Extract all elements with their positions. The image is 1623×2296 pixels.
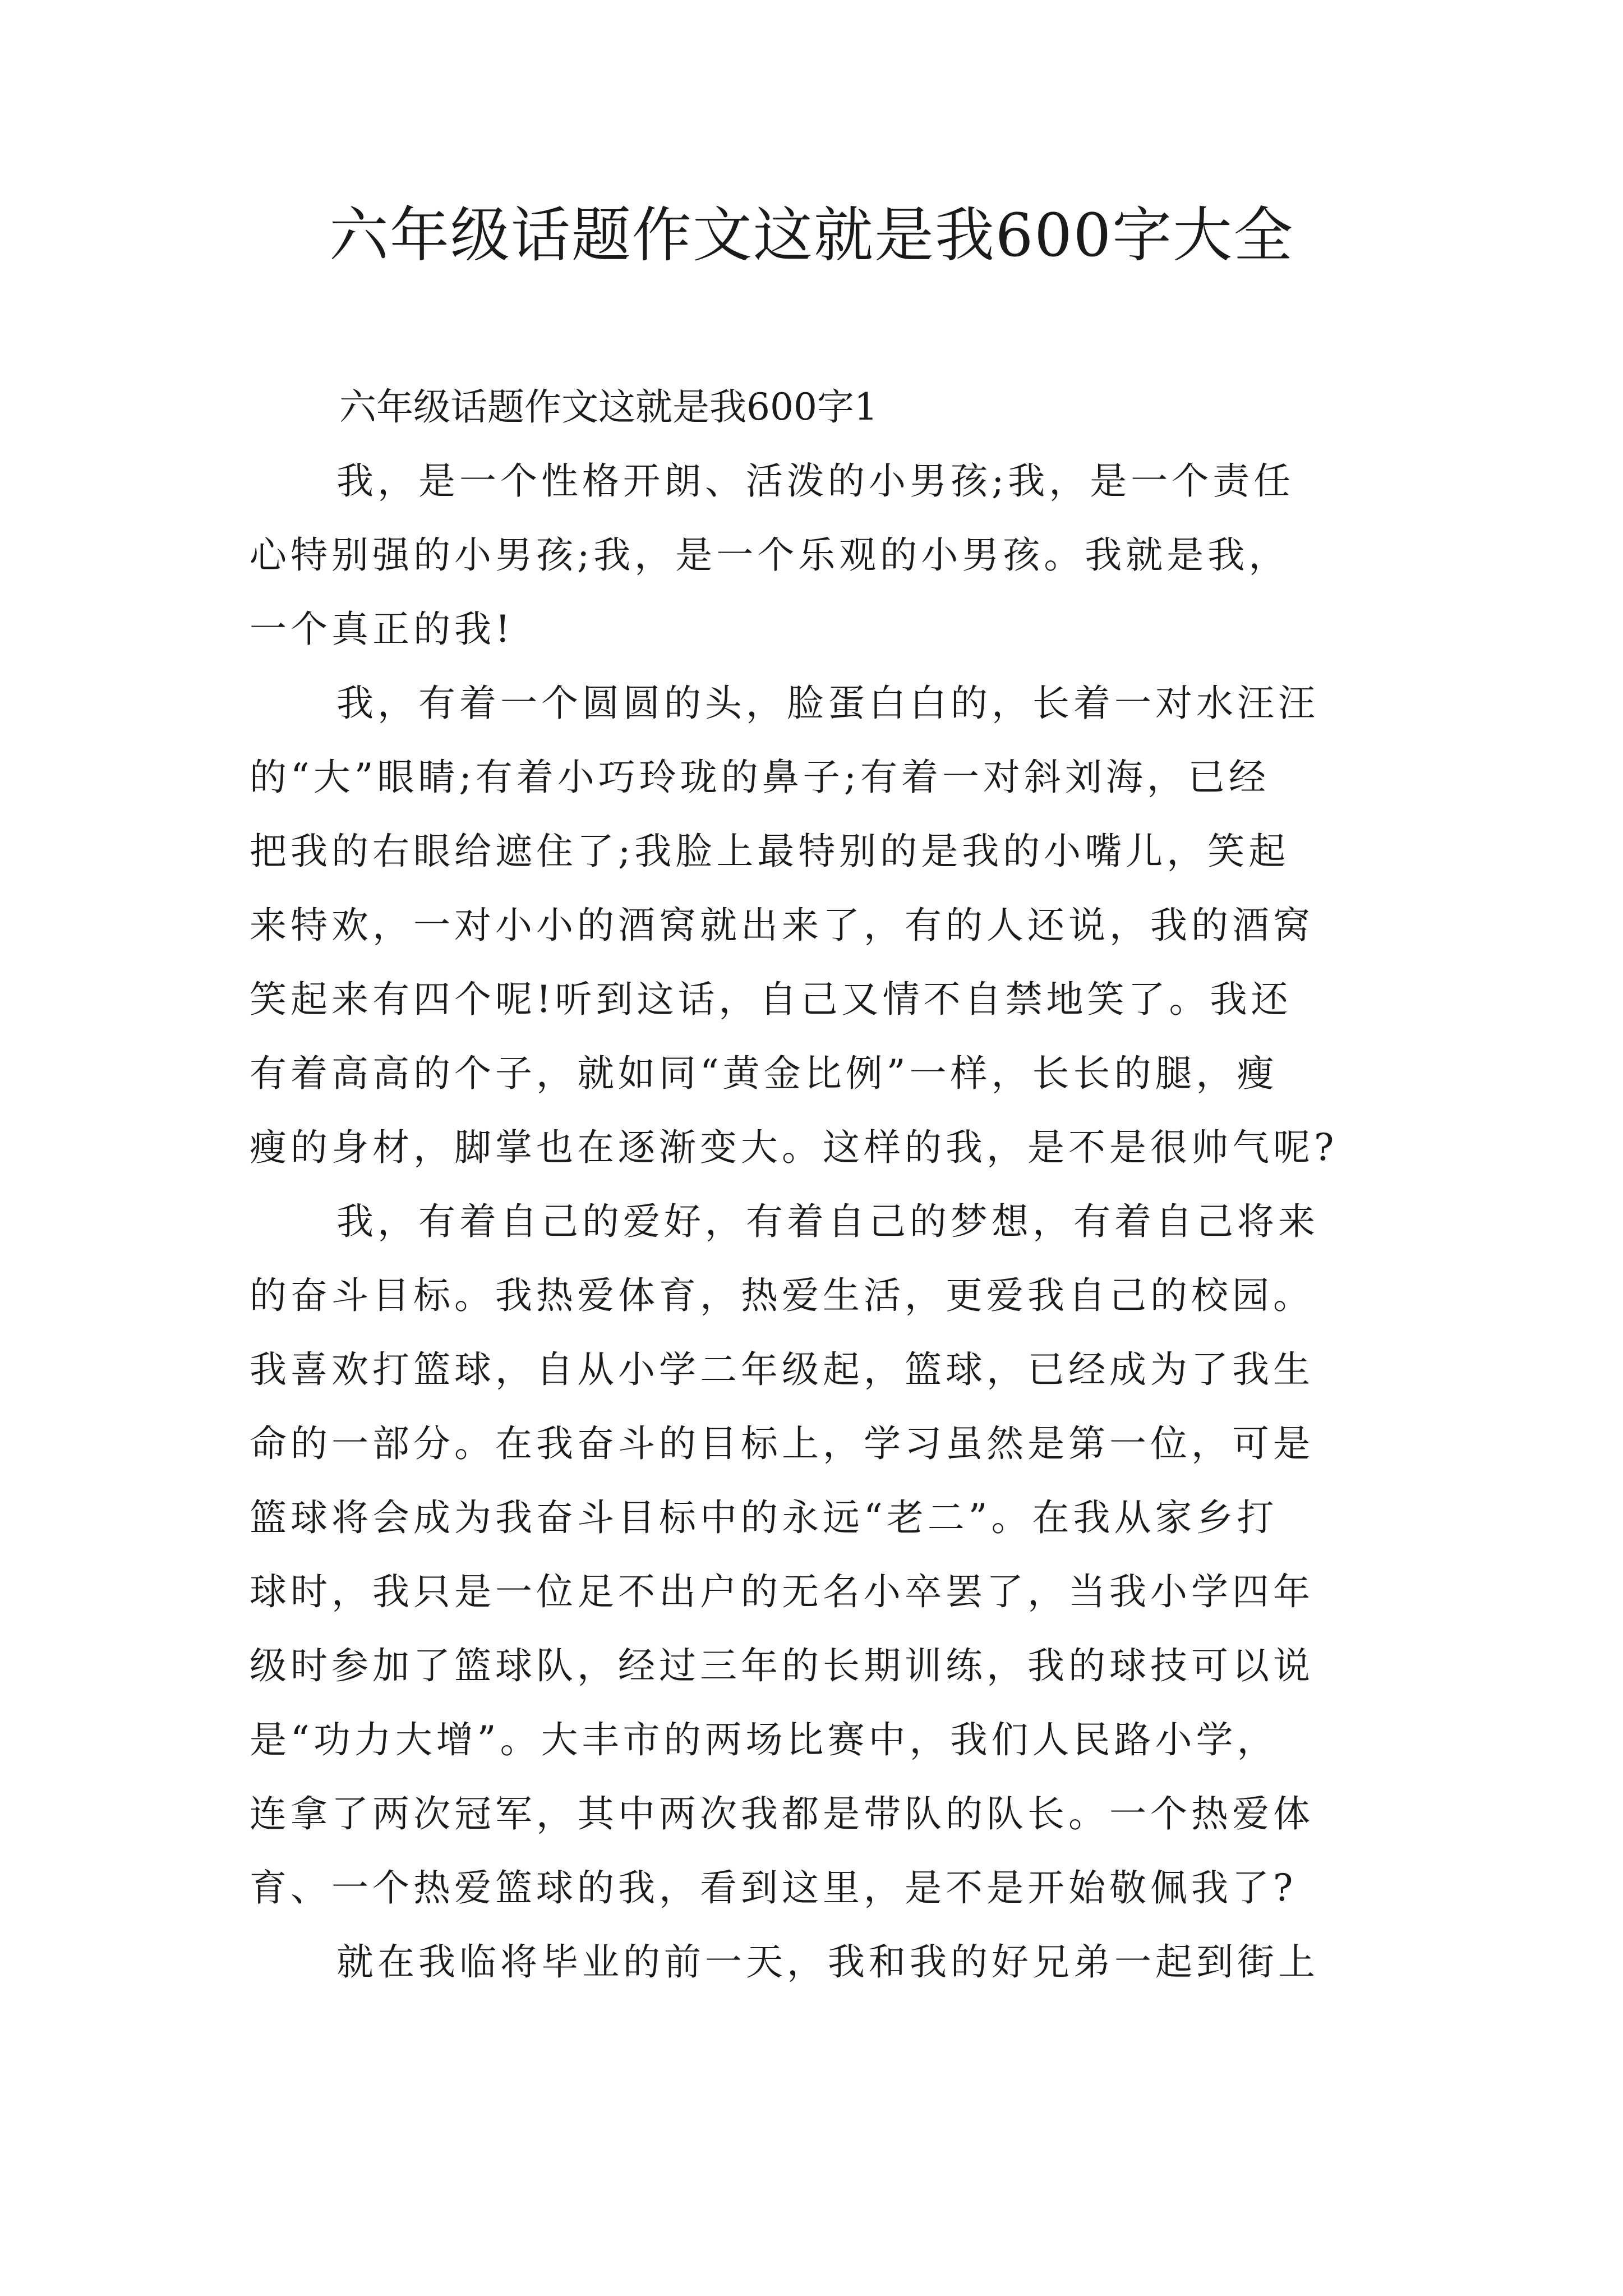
text-line: 我，有着一个圆圆的头，脸蛋白白的，长着一对水汪汪 [336, 682, 1319, 725]
text-line: 球时，我只是一位足不出户的无名小卒罢了，当我小学四年 [250, 1570, 1314, 1613]
text-line: 篮球将会成为我奋斗目标中的永远“老二”。在我从家乡打 [250, 1496, 1278, 1539]
text-line: 育、一个热爱篮球的我，看到这里，是不是开始敬佩我了? [250, 1866, 1297, 1910]
text-line: 我，是一个性格开朗、活泼的小男孩;我，是一个责任 [336, 459, 1295, 503]
text-line: 心特别强的小男孩;我，是一个乐观的小男孩。我就是我， [250, 533, 1290, 577]
document-title: 六年级话题作文这就是我600字大全 [329, 201, 1294, 270]
text-line: 连拿了两次冠军，其中两次我都是带队的队长。一个热爱体 [250, 1792, 1314, 1835]
text-line: 一个真正的我! [250, 608, 514, 651]
text-line: 把我的右眼给遮住了;我脸上最特别的是我的小嘴儿，笑起 [250, 830, 1290, 873]
text-line: 我喜欢打篮球，自从小学二年级起，篮球，已经成为了我生 [250, 1348, 1314, 1391]
text-line: 的“大”眼睛;有着小巧玲珑的鼻子;有着一对斜刘海，已经 [250, 756, 1270, 799]
text-line: 命的一部分。在我奋斗的目标上，学习虽然是第一位，可是 [250, 1422, 1314, 1465]
text-line: 有着高高的个子，就如同“黄金比例”一样，长长的腿，瘦 [250, 1052, 1278, 1095]
text-line: 我，有着自己的爱好，有着自己的梦想，有着自己将来 [336, 1200, 1319, 1243]
text-line: 瘦的身材，脚掌也在逐渐变大。这样的我，是不是很帅气呢? [250, 1126, 1338, 1169]
text-line: 笑起来有四个呢!听到这话，自己又情不自禁地笑了。我还 [250, 978, 1292, 1021]
text-line: 来特欢，一对小小的酒窝就出来了，有的人还说，我的酒窝 [250, 904, 1314, 947]
document-body [250, 370, 1388, 1999]
section-subtitle: 六年级话题作文这就是我600字1 [339, 385, 878, 429]
text-line: 就在我临将毕业的前一天，我和我的好兄弟一起到街上 [336, 1940, 1319, 1984]
text-line: 是“功力大增”。大丰市的两场比赛中，我们人民路小学， [250, 1718, 1278, 1761]
text-line: 级时参加了篮球队，经过三年的长期训练，我的球技可以说 [250, 1644, 1314, 1687]
paragraph-lines [250, 444, 1388, 1999]
text-line: 的奋斗目标。我热爱体育，热爱生活，更爱我自己的校园。 [250, 1274, 1314, 1317]
